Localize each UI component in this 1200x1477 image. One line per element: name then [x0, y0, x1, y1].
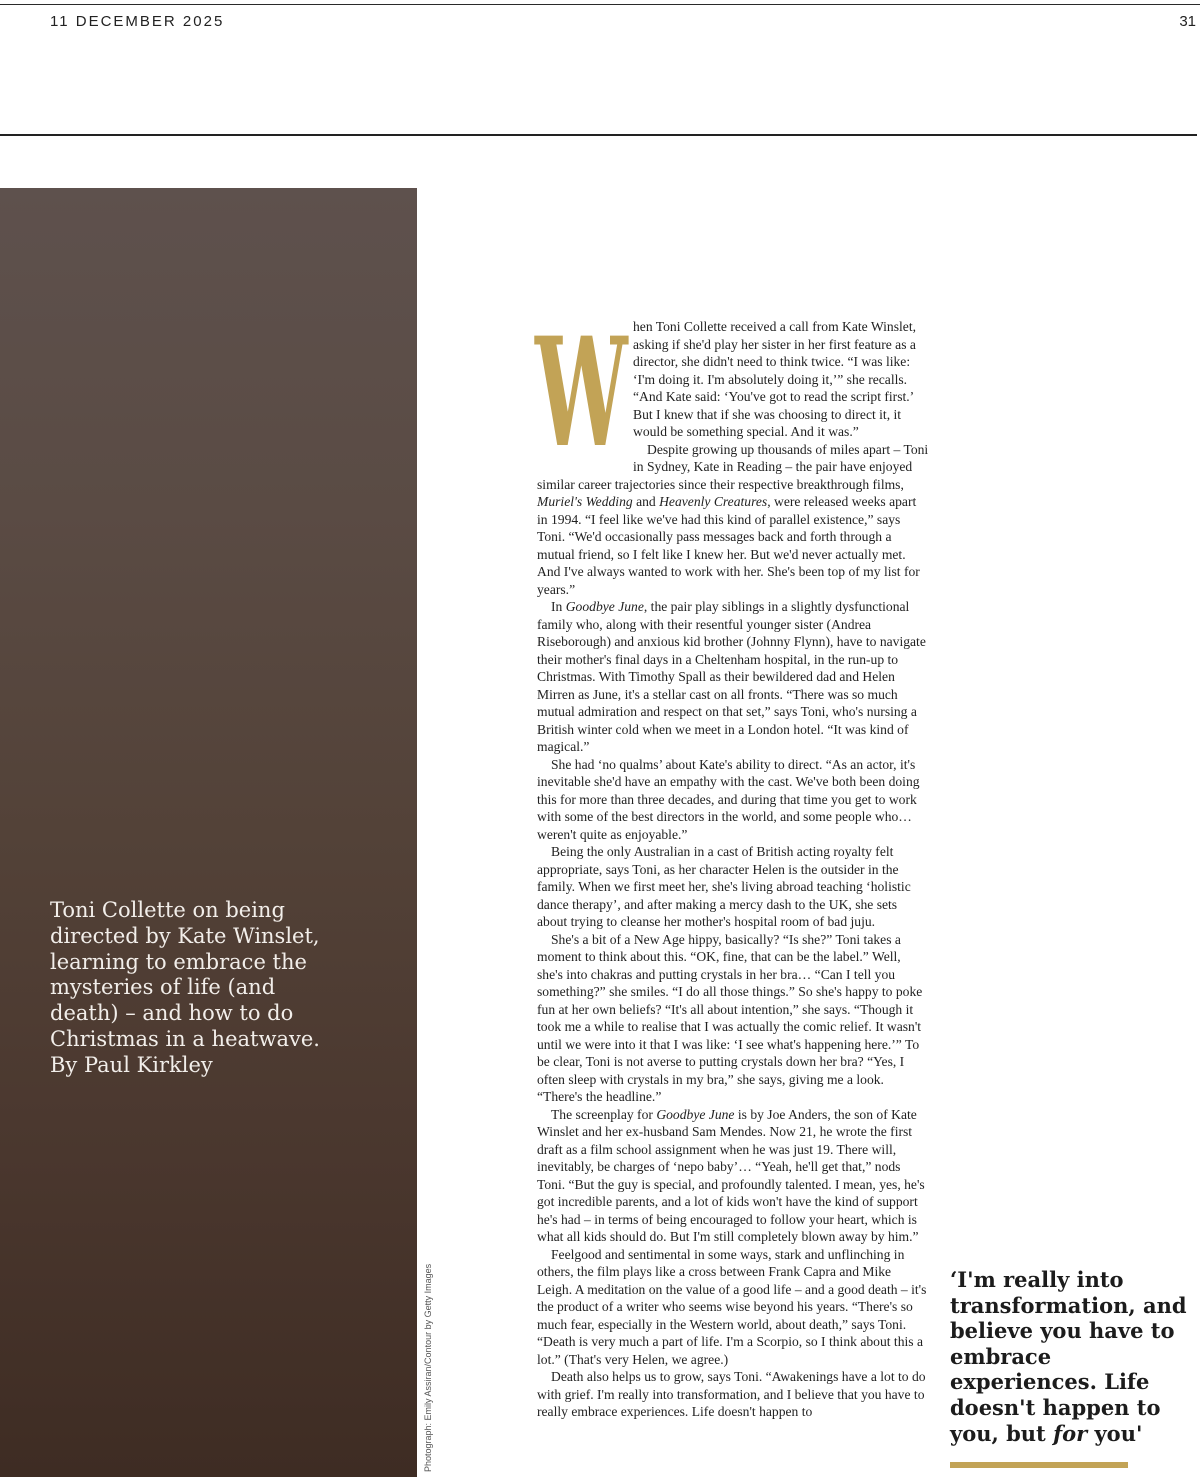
issue-date: 11 DECEMBER 2025 [50, 13, 225, 30]
drop-cap: W [535, 305, 628, 481]
paragraph: Despite growing up thousands of miles apart – Toni in Sydney, Kate in Reading – the pair have enjoyed similar career trajectories since their respective breakthrough films, Muriel's Wedding and Heavenly Creatures, were released weeks apart in 1994. “I feel like we've had this kind of parallel existence,” says Toni. “We'd occasionally pass messages back and forth through a mutual friend, so I felt like I knew her. But we'd never actually met. And I've always wanted to work with her. She's been top of my list for years.” [537, 441, 929, 597]
paragraph: She had ‘no qualms’ about Kate's ability to direct. “As an actor, it's inevitable she'd have an empathy with the cast. We've both been doing this for more than three decades, and during that time you get to work with some of the best directors in the world, and some people who… weren't quite as enjoyable.” [537, 756, 920, 842]
article-body [535, 305, 929, 1421]
paragraph: She's a bit of a New Age hippy, basically? “Is she?” Toni takes a moment to think about this. “OK, fine, that can be the label.” Well, she's into chakras and putting crystals in her bra… “Can I tell you something?” she smiles. “I do all those things.” So she's happy to poke fun at her own beliefs? “It's all about intention,” she says. “Though it took me a while to realise that I was actually the comic relief. It wasn't until we were into it that I was like: ‘I see what's happening here.’” To be clear, Toni is not averse to putting crystals down her bra? “Yes, I often sleep with crystals in my bra,” she says, giving me a look. “There's the headline.” [537, 931, 923, 1104]
paragraph: Being the only Australian in a cast of British acting royalty felt appropriate, says Toni, as her character Helen is the outsider in the family. When we first meet her, she's living abroad teaching ‘holistic dance therapy’, and after making a mercy dash to the UK, she sets about trying to cleanse her mother's hospital room of bad juju. [537, 844, 911, 929]
feature-photo [0, 188, 417, 1477]
photo-credit: Photograph: Emily Assiran/Contour by Getty Images [423, 1263, 433, 1472]
pull-quote-emphasis: for [1053, 1420, 1088, 1446]
standfirst: Toni Collette on being directed by Kate Winslet, learning to embrace the mysteries of life (and death) – and how to do Christmas in a heatwave. By Paul Kirkley [50, 898, 320, 1077]
film-title: Goodbye June [565, 599, 644, 614]
film-title: Muriel's Wedding [537, 494, 633, 509]
top-rule [0, 4, 1200, 5]
section-divider [0, 134, 1197, 136]
page-number: 31 [1179, 13, 1196, 30]
pull-quote-rule [950, 1462, 1128, 1468]
paragraph: Death also helps us to grow, says Toni. “Awakenings have a lot to do with grief. I'm really into transformation, and I believe that you have to really embrace experiences. Life doesn't happen to [537, 1369, 926, 1419]
pull-quote: ‘I'm really into transformation, and believe you have to embrace experiences. Life doesn't happen to you, but for you' [950, 1267, 1187, 1446]
paragraph: The screenplay for Goodbye June is by Joe Anders, the son of Kate Winslet and her ex-husband Sam Mendes. Now 21, he wrote the first draft as a film school assignment when he was just 19. There will, inevitably, be charges of ‘nepo baby’… “Yeah, he'll get that,” nods Toni. “But the guy is special, and profoundly talented. I mean, yes, he's got incredible parents, and a lot of kids won't have the kind of support he's had – in terms of being encouraged to follow your heart, which is what all kids should do. But I'm still completely blown away by him.” [537, 1106, 925, 1244]
paragraph: In Goodbye June, the pair play siblings in a slightly dysfunctional family who, along with their resentful younger sister (Andrea Riseborough) and anxious kid brother (Johnny Flynn), have to navigate their mother's final days in a Cheltenham hospital, in the run-up to Christmas. With Timothy Spall as their bewildered dad and Helen Mirren as June, it's a stellar cast on all fronts. “There was so much mutual admiration and respect on that set,” says Toni, who's nursing a British winter cold when we meet in a London hotel. “It was kind of magical.” [537, 599, 926, 754]
film-title: Heavenly Creatures [659, 494, 768, 509]
paragraph: hen Toni Collette received a call from Kate Winslet, asking if she'd play her sister in her first feature as a director, she didn't need to think twice. “I was like: ‘I'm doing it. I'm absolutely doing it,’” she recalls. “And Kate said: ‘You've got to read the script first.’ But I knew that if she was choosing to direct it, it would be something special. And it was.” [633, 319, 916, 439]
film-title: Goodbye June [656, 1106, 735, 1122]
paragraph: Feelgood and sentimental in some ways, stark and unflinching in others, the film plays like a cross between Frank Capra and Mike Leigh. A meditation on the value of a good life – and a good death – it's the product of a writer who seems wise beyond his years. “There's so much fear, especially in the Western world, about death,” says Toni. “Death is very much a part of life. I'm a Scorpio, so I think about this a lot.” (That's very Helen, we agree.) [537, 1246, 927, 1367]
